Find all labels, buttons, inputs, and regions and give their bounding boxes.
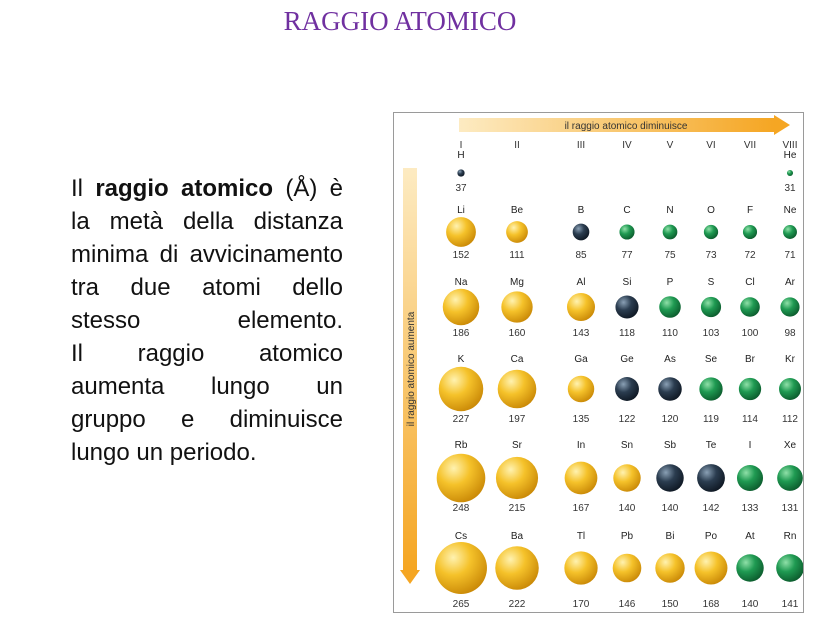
group-label-iv: IV bbox=[622, 140, 632, 151]
element-symbol: Sr bbox=[512, 440, 522, 451]
atom-sphere bbox=[615, 377, 639, 401]
definition-rest: (Å) è la metà della distanza minima di avvicinamento tra due atomi dello stesso elemento. bbox=[71, 175, 343, 334]
atomic-radius-value: 142 bbox=[702, 503, 720, 514]
element-symbol: At bbox=[745, 531, 755, 542]
element-symbol: C bbox=[623, 205, 631, 216]
atomic-radius-value: 31 bbox=[784, 183, 796, 194]
element-symbol: He bbox=[783, 150, 797, 161]
element-he bbox=[784, 150, 797, 194]
element-s bbox=[701, 277, 721, 339]
atom-sphere bbox=[439, 367, 484, 412]
atom-sphere bbox=[615, 295, 638, 318]
atom-sphere bbox=[435, 542, 487, 594]
element-symbol: Pb bbox=[620, 531, 634, 542]
atomic-radius-value: 100 bbox=[741, 328, 759, 339]
element-symbol: Rn bbox=[783, 531, 797, 542]
group-label-iii: III bbox=[576, 140, 586, 151]
vertical-arrow-label: il raggio atomico aumenta bbox=[406, 311, 417, 427]
atom-sphere bbox=[787, 170, 793, 176]
atom-sphere bbox=[613, 554, 642, 583]
atomic-radius-diagram bbox=[394, 113, 803, 612]
atom-sphere bbox=[573, 224, 590, 241]
element-symbol: Mg bbox=[510, 277, 524, 288]
atomic-radius-value: 168 bbox=[702, 599, 720, 610]
atomic-radius-value: 135 bbox=[572, 414, 590, 425]
trend-paragraph: Il raggio atomico aumenta lungo un gruppo e diminuisce lungo un periodo. bbox=[71, 340, 343, 466]
element-symbol: Ge bbox=[620, 354, 634, 365]
element-symbol: Bi bbox=[665, 531, 675, 542]
atom-sphere bbox=[743, 225, 757, 239]
atom-sphere bbox=[740, 297, 760, 317]
atomic-radius-value: 75 bbox=[664, 250, 676, 261]
element-symbol: Cl bbox=[745, 277, 755, 288]
atom-sphere bbox=[737, 465, 763, 491]
atom-sphere bbox=[779, 378, 801, 400]
group-label-v: V bbox=[666, 140, 674, 151]
element-symbol: Te bbox=[705, 440, 717, 451]
atom-sphere bbox=[777, 465, 803, 491]
element-rb bbox=[437, 440, 486, 514]
element-h bbox=[455, 150, 467, 194]
atomic-radius-value: 133 bbox=[741, 503, 759, 514]
element-ca bbox=[498, 354, 537, 425]
atom-sphere bbox=[619, 224, 634, 239]
element-ar bbox=[780, 277, 799, 339]
element-bi bbox=[655, 531, 684, 610]
atom-sphere bbox=[739, 378, 761, 400]
element-sb bbox=[656, 440, 683, 514]
atom-sphere bbox=[658, 377, 682, 401]
atomic-radius-value: 98 bbox=[784, 328, 796, 339]
element-symbol: Po bbox=[704, 531, 718, 542]
element-symbol: O bbox=[707, 205, 715, 216]
horizontal-arrow-label: il raggio atomico diminuisce bbox=[564, 121, 688, 132]
atomic-radius-value: 73 bbox=[705, 250, 717, 261]
element-symbol: Ca bbox=[510, 354, 524, 365]
atomic-radius-value: 167 bbox=[572, 503, 590, 514]
atom-sphere bbox=[663, 225, 678, 240]
atomic-radius-value: 140 bbox=[741, 599, 759, 610]
atom-sphere bbox=[783, 225, 797, 239]
element-sr bbox=[496, 440, 538, 514]
atomic-radius-value: 122 bbox=[618, 414, 636, 425]
element-li bbox=[446, 205, 476, 261]
atom-sphere bbox=[564, 551, 597, 584]
element-ga bbox=[568, 354, 594, 425]
element-symbol: Rb bbox=[454, 440, 468, 451]
element-ne bbox=[783, 205, 797, 261]
element-symbol: Ga bbox=[574, 354, 588, 365]
atom-sphere bbox=[655, 553, 684, 582]
atomic-radius-value: 186 bbox=[452, 328, 470, 339]
element-grid bbox=[435, 150, 803, 610]
element-pb bbox=[613, 531, 642, 610]
element-se bbox=[699, 354, 722, 425]
element-symbol: Be bbox=[510, 205, 524, 216]
atomic-radius-value: 103 bbox=[702, 328, 720, 339]
atom-sphere bbox=[565, 462, 598, 495]
element-ge bbox=[615, 354, 639, 425]
atom-sphere bbox=[498, 370, 537, 409]
atomic-radius-value: 140 bbox=[661, 503, 679, 514]
element-kr bbox=[779, 354, 801, 425]
atom-sphere bbox=[501, 291, 532, 322]
element-b bbox=[573, 205, 590, 261]
atom-sphere bbox=[443, 289, 479, 325]
element-as bbox=[658, 354, 682, 425]
atomic-radius-value: 150 bbox=[661, 599, 679, 610]
element-symbol: I bbox=[748, 440, 752, 451]
element-symbol: Al bbox=[576, 277, 586, 288]
element-symbol: K bbox=[457, 354, 465, 365]
element-be bbox=[506, 205, 528, 261]
group-label-ii: II bbox=[514, 140, 520, 151]
element-si bbox=[615, 277, 638, 339]
element-symbol: F bbox=[746, 205, 754, 216]
element-br bbox=[739, 354, 761, 425]
atomic-radius-value: 152 bbox=[452, 250, 470, 261]
atomic-radius-value: 227 bbox=[452, 414, 470, 425]
atom-sphere bbox=[736, 554, 763, 581]
group-labels bbox=[460, 140, 798, 151]
element-rn bbox=[776, 531, 803, 610]
element-symbol: Ba bbox=[510, 531, 524, 542]
element-tl bbox=[564, 531, 597, 610]
atomic-radius-value: 170 bbox=[572, 599, 590, 610]
element-k bbox=[439, 354, 484, 425]
atomic-radius-value: 140 bbox=[618, 503, 636, 514]
atom-sphere bbox=[780, 297, 799, 316]
atom-sphere bbox=[776, 554, 803, 582]
element-symbol: Se bbox=[704, 354, 718, 365]
element-symbol: Sn bbox=[620, 440, 634, 451]
element-i bbox=[737, 440, 763, 514]
element-sn bbox=[613, 440, 640, 514]
definition-term: raggio atomico bbox=[95, 175, 273, 202]
atomic-radius-value: 197 bbox=[508, 414, 526, 425]
element-symbol: Cs bbox=[454, 531, 468, 542]
atomic-radius-value: 265 bbox=[452, 599, 470, 610]
element-symbol: Ne bbox=[783, 205, 797, 216]
element-po bbox=[695, 531, 728, 610]
element-p bbox=[659, 277, 681, 339]
group-label-vi: VI bbox=[706, 140, 716, 151]
element-symbol: H bbox=[457, 150, 465, 161]
atom-sphere bbox=[506, 221, 528, 243]
atomic-radius-value: 72 bbox=[744, 250, 756, 261]
group-label-vii: VII bbox=[743, 140, 757, 151]
atomic-radius-value: 131 bbox=[781, 503, 799, 514]
atomic-radius-value: 37 bbox=[455, 183, 467, 194]
atomic-radius-value: 110 bbox=[662, 328, 678, 339]
element-in bbox=[565, 440, 598, 514]
atom-sphere bbox=[656, 464, 683, 491]
element-o bbox=[704, 205, 718, 261]
element-ba bbox=[495, 531, 539, 610]
element-symbol: Na bbox=[454, 277, 468, 288]
group-label-viii: VIII bbox=[782, 140, 798, 151]
atomic-radius-figure bbox=[393, 112, 804, 613]
atomic-radius-value: 111 bbox=[509, 250, 525, 261]
atomic-radius-value: 85 bbox=[575, 250, 587, 261]
element-symbol: Li bbox=[457, 205, 465, 216]
element-cl bbox=[740, 277, 760, 339]
element-te bbox=[697, 440, 725, 514]
atomic-radius-value: 160 bbox=[508, 328, 526, 339]
atom-sphere bbox=[437, 454, 486, 503]
atomic-radius-value: 222 bbox=[508, 599, 526, 610]
atomic-radius-value: 215 bbox=[508, 503, 526, 514]
vertical-trend-arrow bbox=[400, 168, 420, 584]
atomic-radius-value: 119 bbox=[703, 414, 719, 425]
element-symbol: Sb bbox=[663, 440, 677, 451]
slide-title: RAGGIO ATOMICO bbox=[283, 6, 517, 36]
atomic-radius-value: 120 bbox=[661, 414, 679, 425]
element-symbol: Br bbox=[745, 354, 755, 365]
atomic-radius-value: 118 bbox=[619, 328, 635, 339]
atom-sphere bbox=[699, 377, 722, 400]
element-symbol: P bbox=[666, 277, 674, 288]
element-symbol: Si bbox=[622, 277, 632, 288]
atomic-radius-value: 114 bbox=[742, 414, 758, 425]
atom-sphere bbox=[613, 464, 640, 491]
atom-sphere bbox=[701, 297, 721, 317]
element-symbol: Xe bbox=[783, 440, 797, 451]
element-xe bbox=[777, 440, 803, 514]
element-symbol: N bbox=[666, 205, 674, 216]
atomic-radius-value: 112 bbox=[782, 414, 798, 425]
atomic-radius-value: 141 bbox=[781, 599, 799, 610]
atom-sphere bbox=[704, 225, 718, 239]
atomic-radius-value: 77 bbox=[621, 250, 633, 261]
atom-sphere bbox=[457, 169, 464, 176]
body-text bbox=[71, 172, 343, 469]
atom-sphere bbox=[659, 296, 681, 318]
atom-sphere bbox=[695, 552, 728, 585]
element-symbol: Tl bbox=[576, 531, 586, 542]
element-n bbox=[663, 205, 678, 261]
atomic-radius-value: 146 bbox=[618, 599, 636, 610]
atom-sphere bbox=[568, 376, 594, 402]
element-symbol: Ar bbox=[785, 277, 795, 288]
atom-sphere bbox=[496, 457, 538, 499]
element-na bbox=[443, 277, 479, 339]
group-label-i: I bbox=[459, 140, 463, 151]
horizontal-trend-arrow bbox=[459, 115, 790, 135]
element-symbol: In bbox=[576, 440, 586, 451]
element-at bbox=[736, 531, 763, 610]
atomic-radius-value: 143 bbox=[572, 328, 590, 339]
element-al bbox=[567, 277, 595, 339]
atom-sphere bbox=[495, 546, 539, 590]
atom-sphere bbox=[567, 293, 595, 321]
element-symbol: As bbox=[664, 354, 676, 365]
definition-prefix: Il bbox=[71, 175, 96, 202]
element-c bbox=[619, 205, 634, 261]
atom-sphere bbox=[697, 464, 725, 492]
atom-sphere bbox=[446, 217, 476, 247]
atomic-radius-value: 71 bbox=[784, 250, 796, 261]
element-symbol: B bbox=[577, 205, 585, 216]
element-cs bbox=[435, 531, 487, 610]
element-f bbox=[743, 205, 757, 261]
element-symbol: S bbox=[707, 277, 715, 288]
atomic-radius-value: 248 bbox=[452, 503, 470, 514]
element-mg bbox=[501, 277, 532, 339]
definition-paragraph bbox=[71, 172, 343, 337]
element-symbol: Kr bbox=[785, 354, 795, 365]
